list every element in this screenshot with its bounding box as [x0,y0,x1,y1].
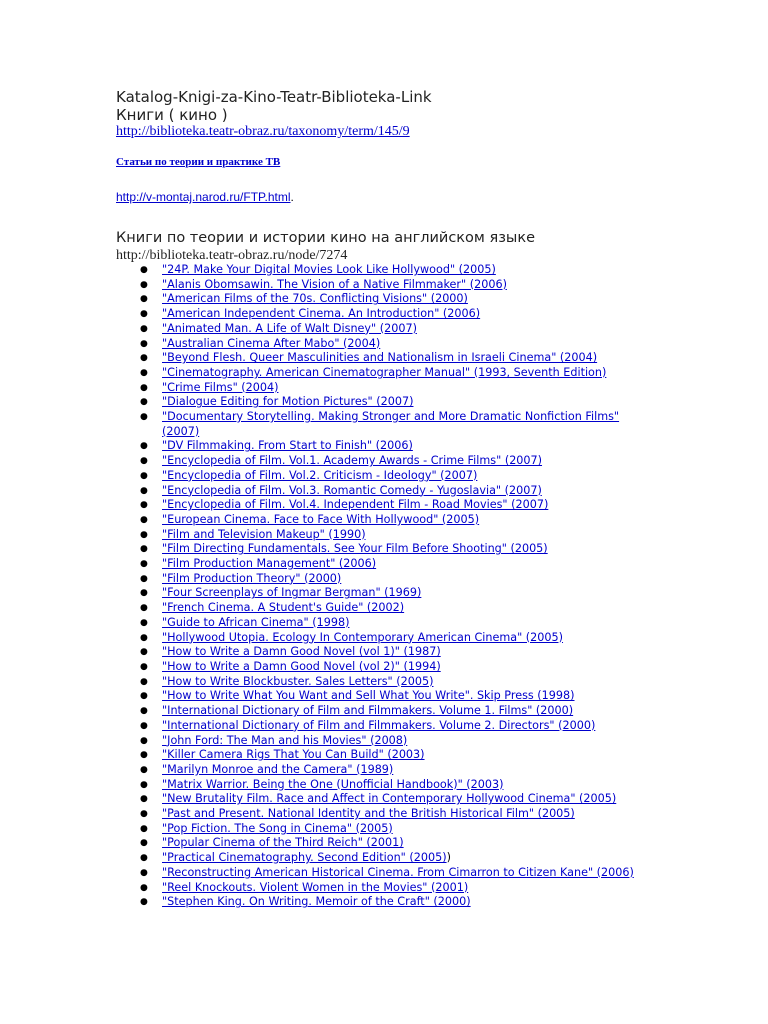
book-list-item [140,822,640,837]
book-link[interactable]: "How to Write Blockbuster. Sales Letters" (2005) [162,674,434,688]
book-list-item [140,528,640,543]
book-link[interactable]: "Reconstructing American Historical Cinema. From Cimarron to Citizen Kane" (2006) [162,865,634,879]
book-link[interactable]: "Killer Camera Rigs That You Can Build" (2003) [162,748,425,762]
book-list-item [140,351,640,366]
book-link[interactable]: "Practical Cinematography. Second Edition" (2005) [162,851,447,865]
book-list-item [140,719,640,734]
book-link[interactable]: "How to Write a Damn Good Novel (vol 2)" (1994) [162,659,441,673]
book-list-item [140,557,640,572]
book-list [140,263,640,910]
book-link[interactable]: "Crime Films" (2004) [162,380,279,394]
book-link[interactable]: "Encyclopedia of Film. Vol.2. Criticism - Ideology" (2007) [162,468,478,482]
book-list-item [140,778,640,793]
book-list-item [140,704,640,719]
book-list-item [140,337,640,352]
bullet-icon: ● [140,691,148,702]
bullet-icon: ● [140,294,148,305]
book-link[interactable]: "Dialogue Editing for Motion Pictures" (2007) [162,395,414,409]
book-link[interactable]: "How to Write What You Want and Sell What You Write". Skip Press (1998) [162,689,575,703]
bullet-icon: ● [140,735,148,746]
book-list-item [140,881,640,896]
bullet-icon: ● [140,661,148,672]
book-link[interactable]: "American Independent Cinema. An Introduction" (2006) [162,307,481,321]
book-link[interactable]: "Australian Cinema After Mabo" (2004) [162,336,381,350]
book-list-item [140,395,640,410]
book-link[interactable]: "French Cinema. A Student's Guide" (2002) [162,601,405,615]
bullet-icon: ● [140,485,148,496]
book-link[interactable]: "Stephen King. On Writing. Memoir of the Craft" (2000) [162,895,471,909]
book-list-item [140,322,640,337]
book-link[interactable]: "Hollywood Utopia. Ecology In Contemporary American Cinema" (2005) [162,630,564,644]
bullet-icon: ● [140,412,148,423]
book-list-item [140,836,640,851]
bullet-icon: ● [140,500,148,511]
bullet-icon: ● [140,794,148,805]
bullet-icon: ● [140,441,148,452]
bullet-icon: ● [140,779,148,790]
bullet-icon: ● [140,676,148,687]
book-list-item [140,807,640,822]
book-list-item [140,381,640,396]
bullet-icon: ● [140,573,148,584]
book-list-item [140,792,640,807]
book-link[interactable]: "Matrix Warrior. Being the One (Unofficial Handbook)" (2003) [162,777,504,791]
bullet-icon: ● [140,279,148,290]
book-link[interactable]: "Film Directing Fundamentals. See Your Film Before Shooting" (2005) [162,542,548,556]
book-link[interactable]: "Beyond Flesh. Queer Masculinities and Nationalism in Israeli Cinema" (2004) [162,351,598,365]
bullet-icon: ● [140,367,148,378]
book-link[interactable]: "Alanis Obomsawin. The Vision of a Native Filmmaker" (2006) [162,277,507,291]
bullet-icon: ● [140,647,148,658]
book-link[interactable]: "Film Production Theory" (2000) [162,571,342,585]
taxonomy-link[interactable]: http://biblioteka.teatr-obraz.ru/taxonomy/term/145/9 [116,124,410,139]
montaj-link[interactable]: http://v-montaj.narod.ru/FTP.html [116,190,291,204]
book-list-item [140,278,640,293]
section-heading: Книги по теории и истории кино на английском языке [116,230,536,246]
book-list-item [140,631,640,646]
node-link[interactable]: http://biblioteka.teatr-obraz.ru/node/7274 [116,248,348,263]
book-link[interactable]: "Past and Present. National Identity and the British Historical Film" (2005) [162,807,575,821]
book-list-item [140,484,640,499]
book-list-item [140,645,640,660]
book-list-item [140,660,640,675]
book-list-item [140,292,640,307]
book-list-item [140,263,640,278]
book-link[interactable]: "Film Production Management" (2006) [162,557,377,571]
book-list-item [140,601,640,616]
bullet-icon: ● [140,529,148,540]
bullet-icon: ● [140,338,148,349]
book-list-item [140,410,640,439]
bullet-icon: ● [140,514,148,525]
book-link[interactable]: "Documentary Storytelling. Making Stronger and More Dramatic Nonfiction Films" (2007) [162,410,620,438]
page-title: Katalog-Knigi-za-Kino-Teatr-Biblioteka-Link [116,88,432,106]
bullet-icon: ● [140,706,148,717]
book-list-item [140,851,640,866]
book-link[interactable]: "24P. Make Your Digital Movies Look Like Hollywood" (2005) [162,263,496,276]
book-link[interactable]: "Film and Television Makeup" (1990) [162,527,366,541]
book-list-item [140,498,640,513]
book-list-item [140,542,640,557]
book-trailing-text: ) [446,851,451,865]
book-list-item [140,616,640,631]
bullet-icon: ● [140,397,148,408]
bullet-icon: ● [140,265,148,275]
book-link[interactable]: "Encyclopedia of Film. Vol.3. Romantic Comedy - Yugoslavia" (2007) [162,483,542,497]
book-link[interactable]: "Popular Cinema of the Third Reich" (2001) [162,836,404,850]
tv-articles-link[interactable]: Статьи по теории и практике ТВ [116,156,281,168]
bullet-icon: ● [140,603,148,614]
book-list-item [140,895,640,910]
book-link[interactable]: "Encyclopedia of Film. Vol.4. Independent Film - Road Movies" (2007) [162,498,549,512]
bullet-icon: ● [140,632,148,643]
bullet-icon: ● [140,897,148,908]
bullet-icon: ● [140,309,148,320]
book-link[interactable]: "Pop Fiction. The Song in Cinema" (2005) [162,821,393,835]
book-link[interactable]: "Animated Man. A Life of Walt Disney" (2007) [162,321,417,335]
bullet-icon: ● [140,544,148,555]
book-link[interactable]: "Marilyn Monroe and the Camera" (1989) [162,762,394,776]
bullet-icon: ● [140,823,148,834]
book-link[interactable]: "Guide to African Cinema" (1998) [162,615,350,629]
book-link[interactable]: "Four Screenplays of Ingmar Bergman" (1969) [162,586,422,600]
bullet-icon: ● [140,853,148,864]
bullet-icon: ● [140,353,148,364]
bullet-icon: ● [140,867,148,878]
bullet-icon: ● [140,382,148,393]
book-list-item [140,866,640,881]
book-link[interactable]: "New Brutality Film. Race and Affect in Contemporary Hollywood Cinema" (2005) [162,792,617,806]
bullet-icon: ● [140,809,148,820]
book-list-item [140,572,640,587]
bullet-icon: ● [140,323,148,334]
book-list-item [140,734,640,749]
book-list-item [140,689,640,704]
book-link[interactable]: "How to Write a Damn Good Novel (vol 1)" (1987) [162,645,441,659]
book-list-item [140,307,640,322]
book-link[interactable]: "Encyclopedia of Film. Vol.1. Academy Awards - Crime Films" (2007) [162,454,543,468]
book-link[interactable]: "Cinematography. American Cinematographer Manual" (1993, Seventh Edition) [162,365,607,379]
book-link[interactable]: "DV Filmmaking. From Start to Finish" (2006) [162,439,413,453]
book-link[interactable]: "International Dictionary of Film and Filmmakers. Volume 2. Directors" (2000) [162,718,596,732]
bullet-icon: ● [140,750,148,761]
book-list-item [140,513,640,528]
book-list-item [140,763,640,778]
book-list-item [140,469,640,484]
book-list-item [140,454,640,469]
book-list-item [140,586,640,601]
bullet-icon: ● [140,617,148,628]
bullet-icon: ● [140,559,148,570]
book-list-item [140,366,640,381]
page-subtitle: Книги ( кино ) [116,106,228,124]
bullet-icon: ● [140,470,148,481]
bullet-icon: ● [140,764,148,775]
bullet-icon: ● [140,456,148,467]
bullet-icon: ● [140,588,148,599]
bullet-icon: ● [140,882,148,893]
book-link[interactable]: "European Cinema. Face to Face With Hollywood" (2005) [162,512,480,526]
book-link[interactable]: "American Films of the 70s. Conflicting Visions" (2000) [162,292,468,306]
book-link[interactable]: "International Dictionary of Film and Filmmakers. Volume 1. Films" (2000) [162,704,574,718]
book-list-item [140,439,640,454]
book-list-item [140,748,640,763]
bullet-icon: ● [140,838,148,849]
montaj-line [116,188,294,206]
montaj-dot: . [290,190,294,204]
book-list-item [140,675,640,690]
book-link[interactable]: "Reel Knockouts. Violent Women in the Movies" (2001) [162,880,469,894]
book-link[interactable]: "John Ford: The Man and his Movies" (2008) [162,733,408,747]
bullet-icon: ● [140,720,148,731]
